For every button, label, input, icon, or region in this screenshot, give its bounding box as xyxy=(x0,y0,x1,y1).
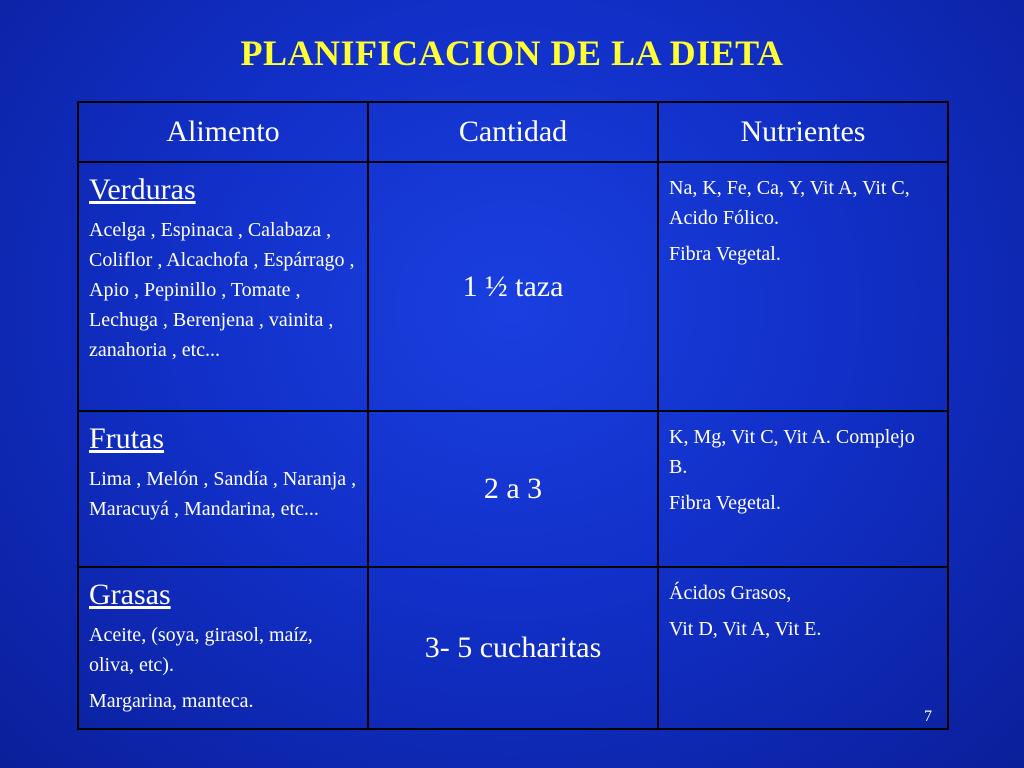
nutrients-line: Fibra Vegetal. xyxy=(669,492,781,514)
table-row xyxy=(78,162,948,411)
quantity-cell: 1 ½ taza xyxy=(368,162,658,411)
nutrients-line: Na, K, Fe, Ca, Y, Vit A, Vit C, Acido Fólico. xyxy=(669,177,910,229)
food-description: Acelga , Espinaca , Calabaza , Coliflor , Alcachofa , Espárrago , Apio , Pepinillo , Tomate , Lechuga , Berenjena , vainita , zanahoria , etc... xyxy=(89,219,355,361)
diet-table xyxy=(77,101,949,730)
food-description: Aceite, (soya, girasol, maíz, oliva, etc). xyxy=(89,624,313,676)
food-cell xyxy=(78,162,368,411)
food-description-extra: Margarina, manteca. xyxy=(89,690,254,712)
page-number: 7 xyxy=(924,708,932,725)
table-row xyxy=(78,567,948,729)
food-name: Verduras xyxy=(89,173,196,206)
nutrients-line: Fibra Vegetal. xyxy=(669,243,781,265)
slide-title: PLANIFICACION DE LA DIETA xyxy=(240,33,784,73)
nutrients-line: Ácidos Grasos, xyxy=(669,582,792,604)
nutrients-cell xyxy=(658,567,948,729)
food-cell xyxy=(78,567,368,729)
food-cell xyxy=(78,411,368,567)
food-description: Lima , Melón , Sandía , Naranja , Maracuyá , Mandarina, etc... xyxy=(89,468,357,520)
quantity-cell: 3- 5 cucharitas xyxy=(368,567,658,729)
quantity-cell: 2 a 3 xyxy=(368,411,658,567)
food-name: Frutas xyxy=(89,422,164,455)
header-nutrientes: Nutrientes xyxy=(658,102,948,162)
nutrients-line: K, Mg, Vit C, Vit A. Complejo B. xyxy=(669,426,915,478)
nutrients-cell xyxy=(658,162,948,411)
food-name: Grasas xyxy=(89,578,171,611)
table-header-row xyxy=(78,102,948,162)
header-alimento: Alimento xyxy=(78,102,368,162)
header-cantidad: Cantidad xyxy=(368,102,658,162)
table-row xyxy=(78,411,948,567)
nutrients-line: Vit D, Vit A, Vit E. xyxy=(669,618,822,640)
nutrients-cell xyxy=(658,411,948,567)
